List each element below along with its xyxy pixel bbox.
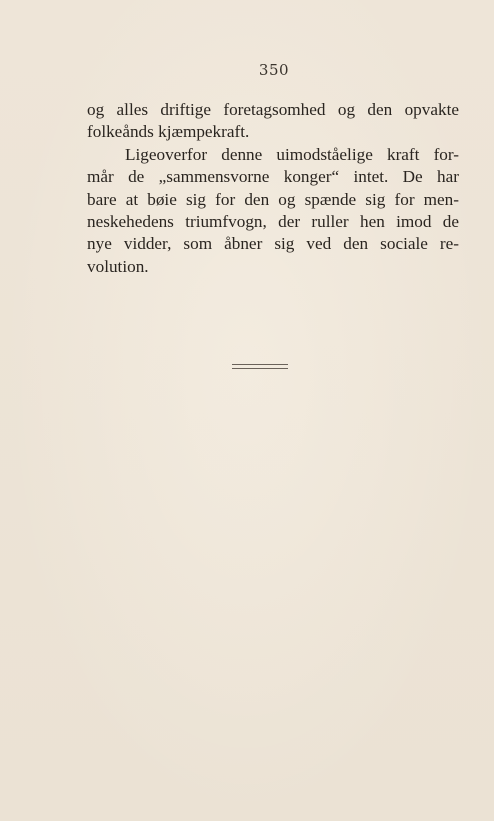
- end-rule-bottom: [232, 368, 288, 369]
- text-line: volution.: [87, 256, 149, 276]
- body-text: [87, 99, 459, 278]
- end-rule-top: [232, 364, 288, 365]
- page-number: 350: [258, 61, 290, 79]
- text-line: nye vidder, som åbner sig ved den sociale re-: [87, 234, 459, 254]
- text-line: og alles driftige foretagsomhed og den opvakte: [87, 100, 459, 119]
- text-line: bare at bøie sig for den og spænde sig for men-: [87, 189, 459, 209]
- text-line: folkeånds kjæmpekraft.: [87, 122, 250, 142]
- text-line: mår de „sammensvorne konger“ intet. De har: [87, 167, 459, 187]
- text-line: Ligeoverfor denne uimodståelige kraft for-: [125, 144, 459, 164]
- text-line: neskehedens triumfvogn, der ruller hen imod de: [87, 212, 459, 232]
